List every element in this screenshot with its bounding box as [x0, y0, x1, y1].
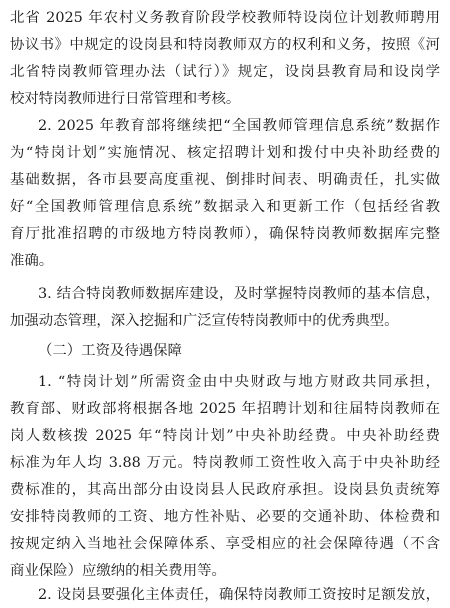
text-line: 2. 2025 年教育部将继续把“全国教师管理信息系统”数据作 [38, 118, 440, 134]
text-line: 3. 结合特岗教师数据库建设，及时掌握特岗教师的基本信息， [38, 286, 440, 302]
text-line: 1. “特岗计划”所需资金由中央财政与地方财政共同承担， [38, 374, 440, 390]
text-line: 准确。 [10, 253, 54, 269]
text-line: 商业保险）应缴纳的相关费用等。 [10, 563, 226, 579]
text-line: 加强动态管理，深入挖掘和广泛宣传特岗教师中的优秀典型。 [10, 313, 399, 329]
text-line: 为“特岗计划”实施情况、核定招聘计划和拨付中央补助经费的 [10, 145, 440, 161]
text-line: 协议书》中规定的设岗县和特岗教师双方的权利和义务，按照《河 [10, 37, 440, 53]
text-line: 北省 2025 年农村义务教育阶段学校教师特设岗位计划教师聘用 [10, 10, 440, 26]
text-line: 北省特岗教师管理办法（试行）》规定，设岗县教育局和设岗学 [10, 64, 440, 80]
section-heading: （二）工资及待遇保障 [38, 343, 182, 359]
text-line: 基础数据，各市县要高度重视、倒排时间表、明确责任，扎实做 [10, 172, 440, 188]
text-line: 按规定纳入当地社会保障体系、享受相应的社会保障待遇（不含 [10, 536, 440, 552]
text-line: 好“全国教师管理信息系统”数据录入和更新工作（包括经省教 [10, 199, 440, 215]
text-line: 校对特岗教师进行日常管理和考核。 [10, 91, 241, 107]
text-line: 标准为年人均 3.88 万元。特岗教师工资性收入高于中央补助经 [10, 455, 440, 471]
text-line: 岗人数核拨 2025 年“特岗计划”中央补助经费。中央补助经费 [10, 428, 440, 444]
text-line: 教育部、财政部将根据各地 2025 年招聘计划和往届特岗教师在 [10, 401, 440, 417]
text-line: 2. 设岗县要强化主体责任，确保特岗教师工资按时足额发放， [38, 587, 440, 603]
text-line: 育厅批准招聘的市级地方特岗教师），确保特岗教师数据库完整 [10, 226, 440, 242]
text-line: 费标准的，其高出部分由设岗县人民政府承担。设岗县负责统筹 [10, 482, 440, 498]
text-line: 安排特岗教师的工资、地方性补贴、必要的交通补助、体检费和 [10, 509, 440, 525]
